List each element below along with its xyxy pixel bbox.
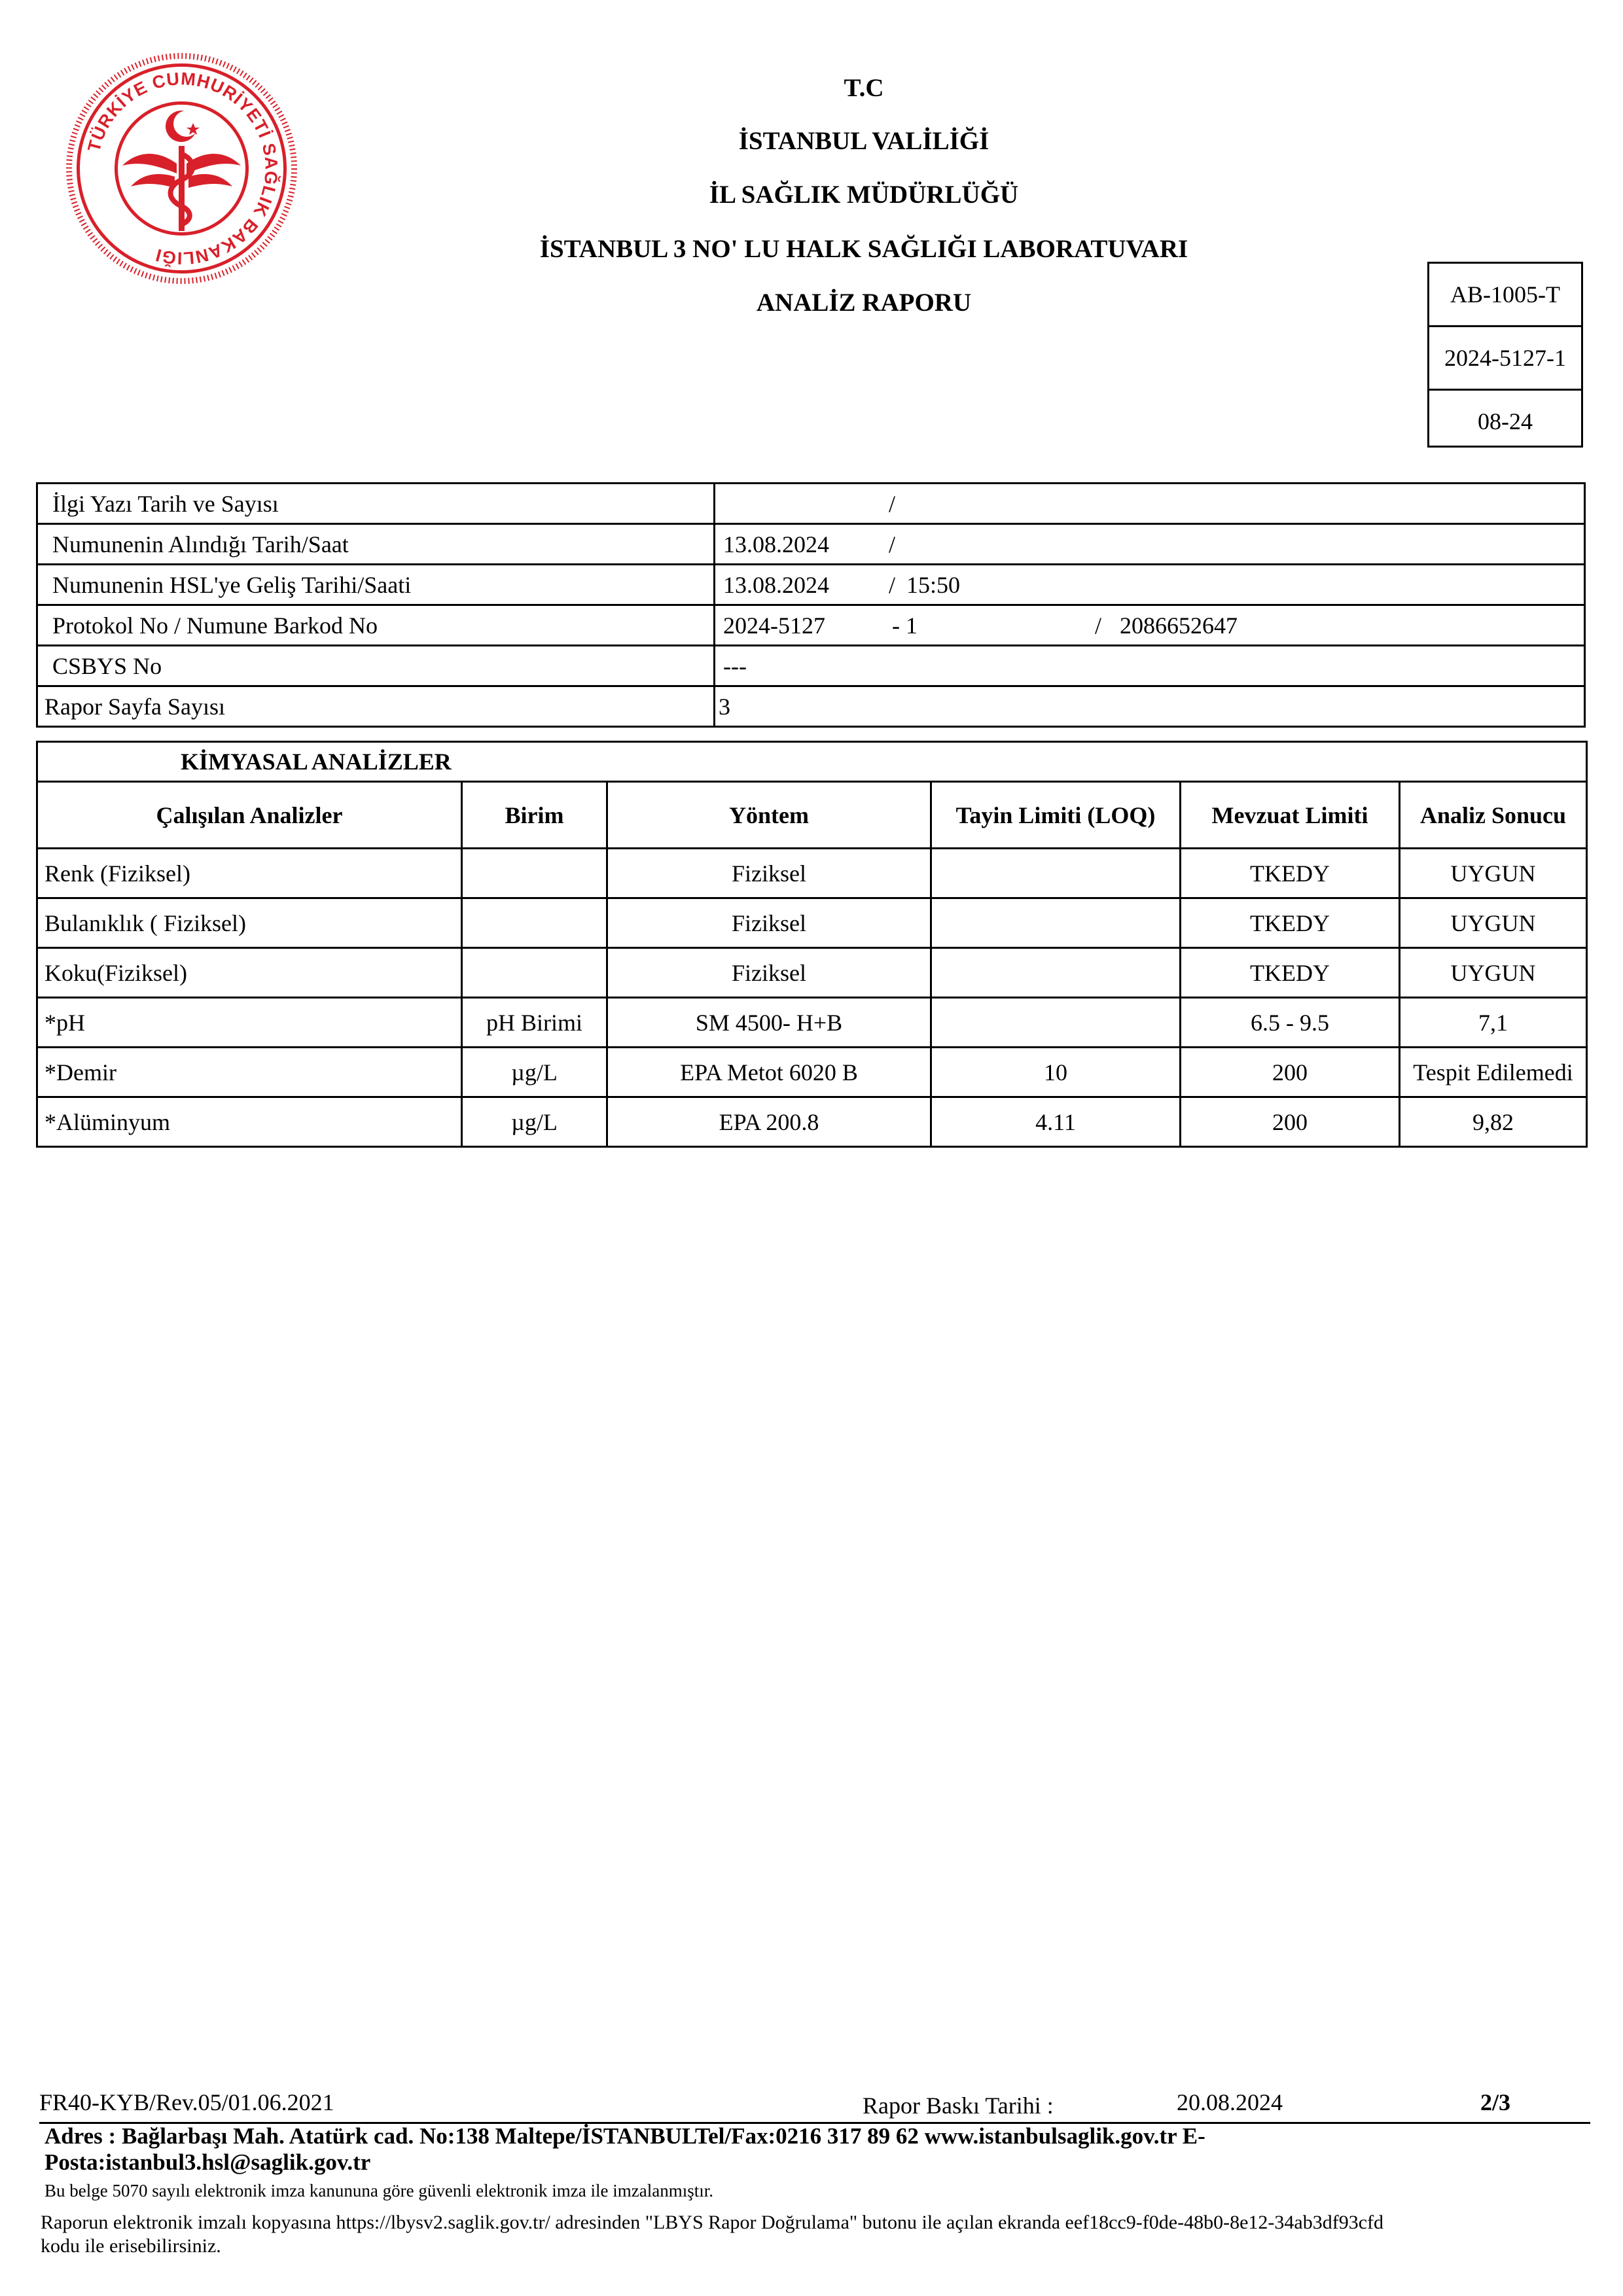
document-code-box bbox=[1427, 262, 1583, 448]
chemical-analyses-table bbox=[36, 741, 1588, 1148]
column-header: Mevzuat Limiti bbox=[1181, 782, 1400, 849]
info-label: İlgi Yazı Tarih ve Sayısı bbox=[37, 484, 715, 524]
info-label: Numunenin Alındığı Tarih/Saat bbox=[37, 524, 715, 565]
table-cell: Fiziksel bbox=[607, 948, 931, 998]
info-value bbox=[715, 484, 1585, 524]
table-row bbox=[37, 1097, 1587, 1147]
table-cell: 200 bbox=[1181, 1048, 1400, 1097]
info-label: Protokol No / Numune Barkod No bbox=[37, 605, 715, 646]
table-cell: UYGUN bbox=[1400, 849, 1587, 898]
table-cell: 200 bbox=[1181, 1097, 1400, 1147]
table-cell: *pH bbox=[37, 998, 462, 1048]
page-title: ANALİZ RAPORU bbox=[756, 289, 972, 317]
column-header: Birim bbox=[462, 782, 607, 849]
page-number: 2/3 bbox=[1480, 2089, 1511, 2115]
info-label: Numunenin HSL'ye Geliş Tarihi/Saati bbox=[37, 565, 715, 605]
table-cell: Tespit Edilemedi bbox=[1400, 1048, 1587, 1097]
table-cell: Fiziksel bbox=[607, 849, 931, 898]
info-label: CSBYS No bbox=[37, 646, 715, 686]
info-separator: / bbox=[889, 571, 896, 598]
chem-title: KİMYASAL ANALİZLER bbox=[37, 742, 1587, 782]
table-row bbox=[37, 849, 1587, 898]
table-cell: TKEDY bbox=[1181, 849, 1400, 898]
print-date-label: Rapor Baskı Tarihi : bbox=[863, 2093, 1054, 2119]
table-cell bbox=[462, 948, 607, 998]
info-label: Rapor Sayfa Sayısı bbox=[37, 686, 715, 727]
table-cell: Koku(Fiziksel) bbox=[37, 948, 462, 998]
info-value: 3 bbox=[715, 686, 1585, 727]
table-cell: 4.11 bbox=[931, 1097, 1181, 1147]
table-cell bbox=[462, 898, 607, 948]
table-cell: UYGUN bbox=[1400, 898, 1587, 948]
header-governorship: İSTANBUL VALİLİĞİ bbox=[738, 127, 990, 155]
info-separator: / bbox=[1095, 612, 1102, 639]
chem-header-row bbox=[37, 782, 1587, 849]
column-header: Tayin Limiti (LOQ) bbox=[931, 782, 1181, 849]
header-laboratory: İSTANBUL 3 NO' LU HALK SAĞLIĞI LABORATUVARI bbox=[539, 235, 1188, 263]
table-row bbox=[37, 1048, 1587, 1097]
column-header: Çalışılan Analizler bbox=[37, 782, 462, 849]
table-cell: Bulanıklık ( Fiziksel) bbox=[37, 898, 462, 948]
info-separator: / bbox=[889, 531, 896, 557]
form-revision-code: FR40-KYB/Rev.05/01.06.2021 bbox=[39, 2089, 334, 2115]
address-line-1: Adres : Bağlarbaşı Mah. Atatürk cad. No:138 Maltepe/İSTANBULTel/Fax:0216 317 89 62 www.istanbulsaglik.gov.tr E- bbox=[45, 2123, 1205, 2149]
table-cell: SM 4500- H+B bbox=[607, 998, 931, 1048]
table-cell: 9,82 bbox=[1400, 1097, 1587, 1147]
form-code: AB-1005-T bbox=[1450, 281, 1560, 308]
table-cell bbox=[462, 849, 607, 898]
info-separator: / bbox=[889, 490, 896, 517]
table-cell: µg/L bbox=[462, 1048, 607, 1097]
table-cell: *Demir bbox=[37, 1048, 462, 1097]
logo-text: TÜRKİYE CUMHURİYETİ SAĞLIK BAKANLIĞI bbox=[84, 69, 281, 268]
table-cell: EPA Metot 6020 B bbox=[607, 1048, 931, 1097]
info-row bbox=[37, 484, 1585, 524]
print-date: 20.08.2024 bbox=[1177, 2089, 1283, 2115]
info-row-protocol bbox=[37, 605, 1585, 646]
chem-title-row bbox=[37, 742, 1587, 782]
table-cell bbox=[931, 948, 1181, 998]
info-row-pages bbox=[37, 686, 1585, 727]
info-extra: 15:50 bbox=[906, 571, 961, 598]
verify-line-2: kodu ile erisebilirsiniz. bbox=[41, 2235, 221, 2257]
table-cell: *Alüminyum bbox=[37, 1097, 462, 1147]
table-cell: TKEDY bbox=[1181, 898, 1400, 948]
table-row bbox=[37, 998, 1587, 1048]
info-value bbox=[715, 565, 1585, 605]
esign-note: Bu belge 5070 sayılı elektronik imza kanununa göre güvenli elektronik imza ile imzalanmıştır. bbox=[45, 2181, 713, 2200]
table-cell: UYGUN bbox=[1400, 948, 1587, 998]
table-cell: Renk (Fiziksel) bbox=[37, 849, 462, 898]
table-cell: 7,1 bbox=[1400, 998, 1587, 1048]
info-date: 13.08.2024 bbox=[723, 571, 829, 598]
table-row bbox=[37, 898, 1587, 948]
table-cell bbox=[931, 849, 1181, 898]
table-cell bbox=[931, 898, 1181, 948]
verify-line-1: Raporun elektronik imzalı kopyasına https://lbysv2.saglik.gov.tr/ adresinden "LBYS Rapor Doğrulama" butonu ile açılan ekranda eef18cc9-f0de-48b0-8e12-34ab3df93cfd bbox=[41, 2212, 1383, 2233]
header-directorate: İL SAĞLIK MÜDÜRLÜĞÜ bbox=[709, 181, 1019, 209]
table-cell: Fiziksel bbox=[607, 898, 931, 948]
report-period: 08-24 bbox=[1429, 389, 1581, 452]
barcode-number: 2086652647 bbox=[1120, 612, 1238, 639]
info-row-csbys bbox=[37, 646, 1585, 686]
protocol-number: 2024-5127 bbox=[723, 612, 825, 639]
column-header: Analiz Sonucu bbox=[1400, 782, 1587, 849]
protocol-suffix: - 1 bbox=[892, 612, 918, 639]
table-cell: µg/L bbox=[462, 1097, 607, 1147]
table-cell: 6.5 - 9.5 bbox=[1181, 998, 1400, 1048]
sample-info-table bbox=[36, 482, 1586, 728]
info-value bbox=[715, 605, 1585, 646]
table-cell: TKEDY bbox=[1181, 948, 1400, 998]
address-line-2: Posta:istanbul3.hsl@saglik.gov.tr bbox=[45, 2149, 371, 2175]
info-row bbox=[37, 524, 1585, 565]
table-cell: pH Birimi bbox=[462, 998, 607, 1048]
header-tc: T.C bbox=[844, 74, 884, 102]
info-date: 13.08.2024 bbox=[723, 531, 829, 557]
table-row bbox=[37, 948, 1587, 998]
report-number: 2024-5127-1 bbox=[1429, 325, 1581, 389]
table-cell: EPA 200.8 bbox=[607, 1097, 931, 1147]
info-row bbox=[37, 565, 1585, 605]
table-cell: 10 bbox=[931, 1048, 1181, 1097]
column-header: Yöntem bbox=[607, 782, 931, 849]
info-value: --- bbox=[715, 646, 1585, 686]
info-value bbox=[715, 524, 1585, 565]
table-cell bbox=[931, 998, 1181, 1048]
